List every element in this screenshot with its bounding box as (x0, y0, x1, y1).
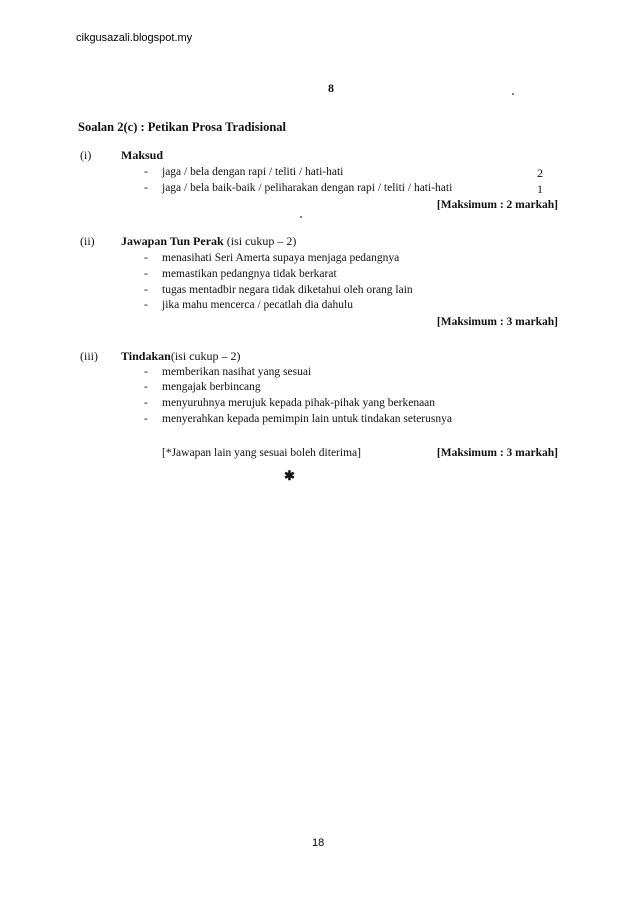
alternative-answers-note: [*Jawapan lain yang sesuai boleh diterima] (162, 447, 361, 459)
section-heading-ii (121, 234, 296, 249)
item-mark: 2 (537, 166, 543, 180)
list-item-text: menasihati Seri Amerta supaya menjaga pedangnya (162, 252, 400, 264)
max-mark-i: [Maksimum : 2 markah] (436, 199, 558, 211)
end-asterisk-icon: ✱ (284, 468, 295, 483)
section-heading-ii-bold: Jawapan Tun Perak (121, 234, 224, 248)
scan-speck (300, 216, 302, 218)
list-item: - mengajak berbincang (144, 381, 261, 393)
section-heading-iii-rest: (isi cukup – 2) (170, 349, 241, 363)
list-item-text: menyerahkan kepada pemimpin lain untuk tindakan seterusnya (162, 413, 452, 425)
list-item: - jaga / bela baik-baik / peliharakan dengan rapi / teliti / hati-hati (144, 182, 453, 194)
section-number-ii: (ii) (80, 234, 95, 248)
list-item: - jika mahu mencerca / pecatlah dia dahulu (144, 299, 353, 311)
list-item-text: mengajak berbincang (162, 381, 261, 393)
section-heading-iii-bold: Tindakan (121, 349, 171, 363)
list-item: - memberikan nasihat yang sesuai (144, 366, 312, 378)
list-item: - menyerahkan kepada pemimpin lain untuk tindakan seterusnya (144, 413, 452, 425)
list-item-text: jika mahu mencerca / pecatlah dia dahulu (162, 299, 353, 311)
source-url: cikgusazali.blogspot.my (76, 32, 193, 44)
list-item: - tugas mentadbir negara tidak diketahui oleh orang lain (144, 284, 413, 296)
footer-page-number: 18 (312, 837, 325, 849)
section-heading-ii-rest: (isi cukup – 2) (223, 234, 297, 248)
item-mark: 1 (537, 182, 543, 196)
list-item-text: memberikan nasihat yang sesuai (162, 366, 312, 378)
list-item: - jaga / bela dengan rapi / teliti / hati-hati (144, 166, 344, 178)
list-item: - menyuruhnya merujuk kepada pihak-pihak yang berkenaan (144, 397, 436, 409)
section-heading-iii (121, 349, 240, 364)
list-item-text: tugas mentadbir negara tidak diketahui oleh orang lain (162, 284, 413, 296)
section-heading-i-bold: Maksud (121, 148, 164, 162)
max-mark-ii: [Maksimum : 3 markah] (436, 316, 558, 328)
list-item-text: memastikan pedangnya tidak berkarat (162, 268, 337, 280)
section-number-i: (i) (80, 148, 92, 162)
scanned-page-number: 8 (328, 81, 334, 95)
scan-speck (512, 93, 514, 95)
list-item: - menasihati Seri Amerta supaya menjaga pedangnya (144, 252, 400, 264)
question-title: Soalan 2(c) : Petikan Prosa Tradisional (78, 120, 287, 134)
section-heading-i (121, 148, 163, 163)
list-item-text: menyuruhnya merujuk kepada pihak-pihak yang berkenaan (162, 397, 436, 409)
max-mark-iii: [Maksimum : 3 markah] (436, 447, 558, 459)
list-item-text: jaga / bela dengan rapi / teliti / hati-hati (162, 166, 344, 178)
list-item-text: jaga / bela baik-baik / peliharakan dengan rapi / teliti / hati-hati (162, 182, 453, 194)
section-number-iii: (iii) (80, 349, 98, 363)
list-item: - memastikan pedangnya tidak berkarat (144, 268, 337, 280)
